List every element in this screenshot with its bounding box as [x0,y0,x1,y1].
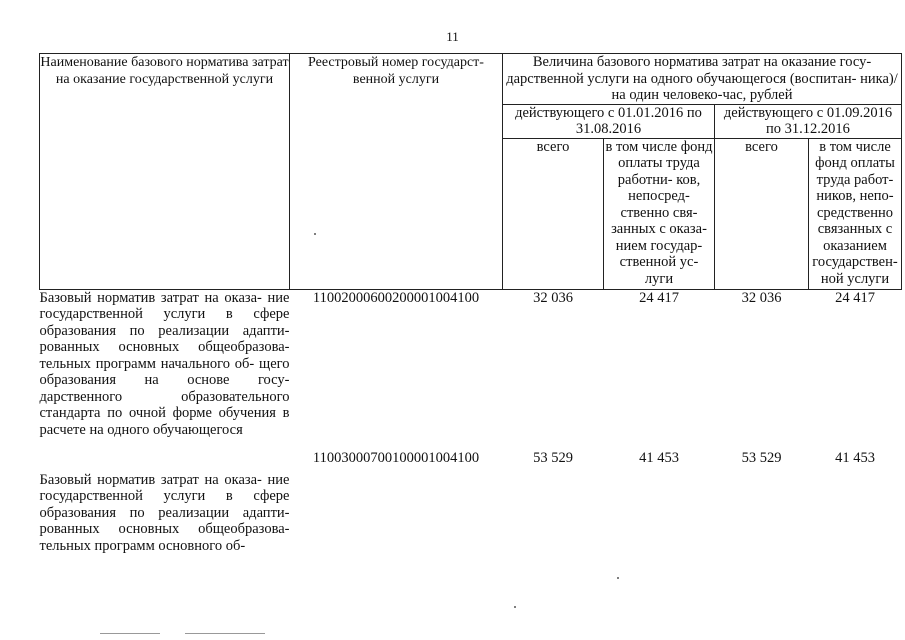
header-row-top [40,54,902,105]
header-registry-cell: Реестровый номер государст- венной услуги [290,54,503,290]
header-p1-total-cell: всего [503,138,604,289]
scan-speck [617,577,619,579]
scan-artifact-line [185,633,265,634]
row-p1-fund-cell: 24 417 [639,289,679,306]
header-value-group-cell: Величина базового норматива затрат на оказание госу- дарственной услуги на одного обучающегося (воспитан- ника)/ на один человеко-час, рублей [503,54,902,105]
row-p2-fund-cell: 24 417 [835,289,875,306]
scan-speck [314,233,316,235]
row-code-cell: 11002000600200001004100 [312,289,480,306]
row-name-cell: Базовый норматив затрат на оказа- ние государственной услуги в сфере образования по реализации адапти- рованных основных общеобразова- тельных программ начального об- щего образования на основе госу- дарственного образовательного стандарта по очной форме обучения в расчете на одного обучающегося [39,289,290,438]
row-name-cell: Базовый норматив затрат на оказа- ние государственной услуги в сфере образования по реализации адапти- рованных основных общеобразова- тельных программ основного об- [39,471,290,554]
table-row [40,450,902,555]
norms-table [39,53,902,554]
row-p1-fund-cell: 41 453 [639,449,679,466]
row-p2-total-cell: 32 036 [741,289,782,306]
scan-artifact-line [100,633,160,634]
header-p2-total-cell: всего [715,138,809,289]
header-period2-cell: действующего с 01.09.2016 по 31.12.2016 [715,104,902,138]
header-p2-fund-cell: в том числе фонд оплаты труда работ- ников, непо- средственно связанных с оказанием государствен- ной услуги [809,138,902,289]
row-p1-total-cell: 53 529 [533,449,573,466]
page-number: 11 [446,29,459,44]
row-p1-total-cell: 32 036 [533,289,573,306]
row-p2-total-cell: 53 529 [741,449,782,466]
scan-speck [514,606,516,608]
header-period1-cell: действующего с 01.01.2016 по 31.08.2016 [503,104,715,138]
table-row [40,289,902,450]
header-name-cell: Наименование базового норматива затрат на оказание государственной услуги [40,54,290,290]
row-p2-fund-cell: 41 453 [835,449,875,466]
row-code-cell: 11003000700100001004100 [312,449,480,466]
header-p1-fund-cell: в том числе фонд оплаты труда работни- ков, непосред- ственно свя- занных с оказа- нием государ- ственной ус- луги [604,138,715,289]
